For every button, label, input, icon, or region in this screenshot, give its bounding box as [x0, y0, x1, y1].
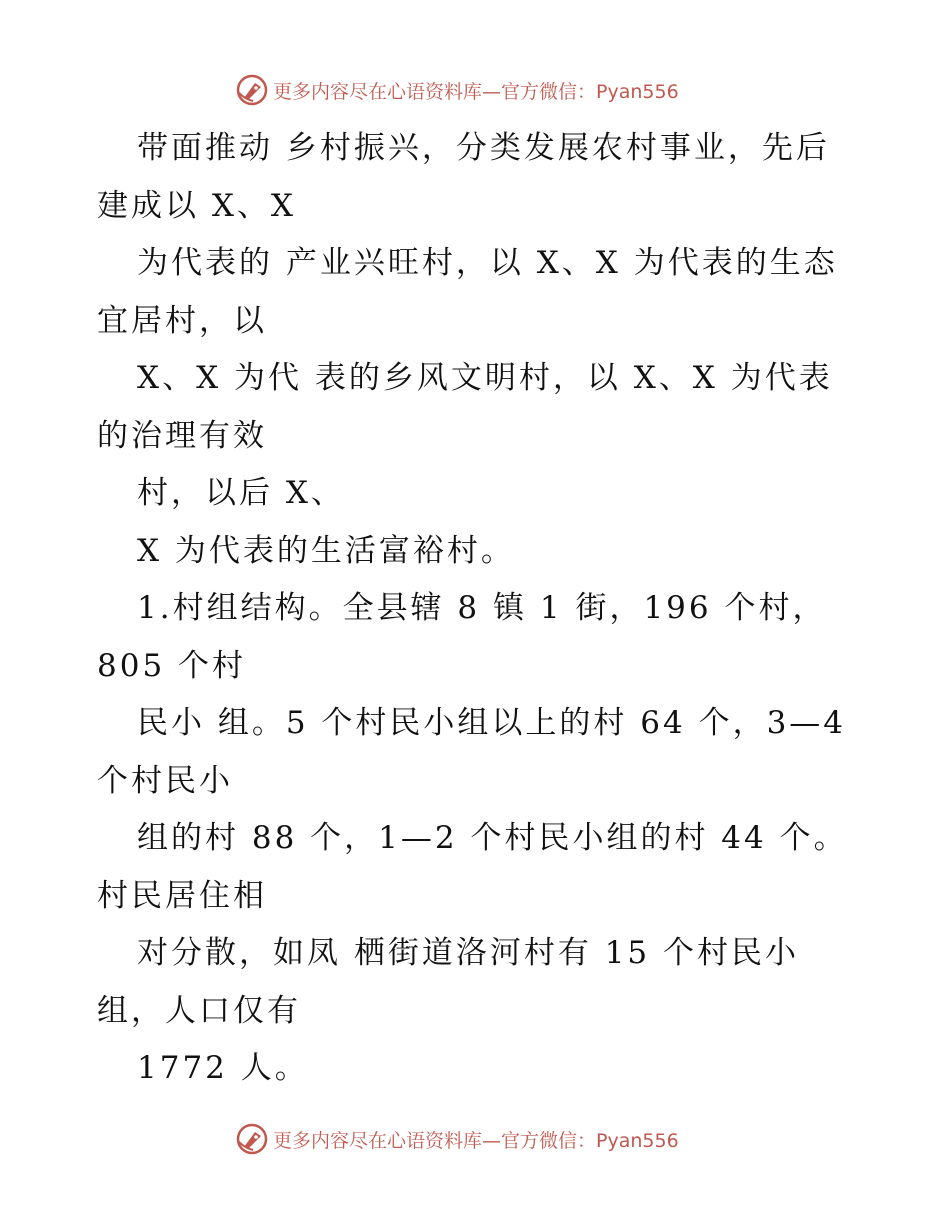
footer-banner-text: 更多内容尽在心语资料库—官方微信：Pyan556: [273, 1129, 679, 1152]
text-line: 建成以 X、X: [97, 187, 296, 224]
text-line: 民小 组。5 个村民小组以上的村 64 个，3—4: [137, 705, 847, 741]
text-line: 1772 人。: [137, 1050, 309, 1086]
text-line: 对分散，如凤 栖街道洛河村有 15 个村民小: [137, 935, 800, 971]
text-line: 为代表的 产业兴旺村，以 X、X 为代表的生态: [137, 245, 838, 281]
footer-watermark-banner: [235, 1121, 715, 1157]
text-line: X 为代表的生活富裕村。: [137, 532, 515, 569]
header-watermark-banner: [235, 72, 715, 108]
header-banner-text: 更多内容尽在心语资料库—官方微信：Pyan556: [273, 80, 679, 103]
body-paragraph: [97, 120, 877, 1098]
text-line: 1.村组结构。全县辖 8 镇 1 街，196 个村，: [137, 590, 827, 626]
pen-nib-logo-icon: [235, 1122, 269, 1156]
pen-nib-logo-icon: [235, 73, 269, 107]
text-line: 个村民小: [97, 762, 233, 799]
text-line: 带面推动 乡村振兴，分类发展农村事业，先后: [137, 130, 830, 166]
text-line: X、X 为代 表的乡风文明村，以 X、X 为代表: [137, 360, 833, 396]
text-line: 村，以后 X、: [137, 475, 345, 511]
text-line: 805 个村: [97, 647, 247, 684]
text-line: 村民居住相: [97, 877, 267, 914]
text-line: 的治理有效: [97, 417, 267, 454]
text-line: 宜居村，以: [97, 302, 267, 339]
text-line: 组，人口仅有: [97, 992, 301, 1029]
text-line: 组的村 88 个，1—2 个村民小组的村 44 个。: [137, 820, 848, 856]
